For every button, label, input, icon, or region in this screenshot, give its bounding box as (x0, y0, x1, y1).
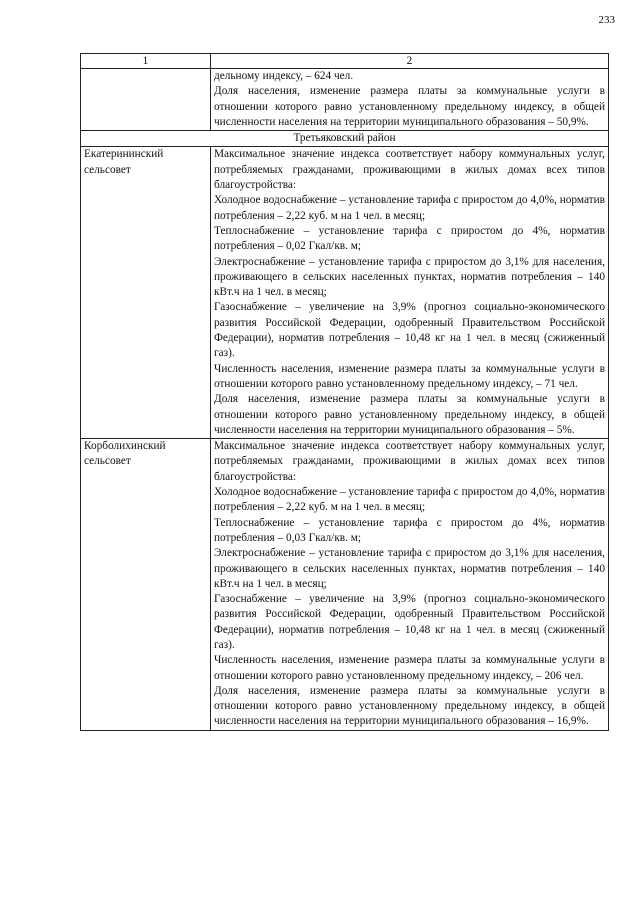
paragraph: Теплоснабжение – установление тарифа с приростом до 4%, норматив потребления – 0,02 Гкал/кв. м; (214, 224, 605, 253)
municipality-name-line: Екатерининский (84, 148, 164, 161)
municipality-name (81, 439, 211, 731)
district-row (81, 131, 609, 147)
municipality-name-line: сельсовет (84, 455, 131, 468)
paragraph: Газоснабжение – увеличение на 3,9% (прогноз социально-экономического развития Российской Федерации, одобренный Правительством Российской Федерации), норматив потребления – 10,48 кг на 1 чел. в месяц (сжиженный газ). (214, 301, 605, 360)
paragraph: дельному индексу, – 624 чел. (214, 70, 354, 82)
paragraph: Доля населения, изменение размера платы за коммунальные услуги в отношении которого равно установленному предельному индексу, в общей численности населения на территории муниципального образования – 50,9%. (214, 85, 605, 128)
paragraph: Максимальное значение индекса соответствует набору коммунальных услуг, потребляемых гражданами, проживающими в жилых домах всех типов благоустройства: (214, 148, 605, 192)
municipality-name (81, 147, 211, 439)
paragraph: Холодное водоснабжение – установление тарифа с приростом до 4,0%, норматив потребления – 2,22 куб. м на 1 чел. в месяц; (214, 194, 605, 222)
paragraph: Холодное водоснабжение – установление тарифа с приростом до 4,0%, норматив потребления – 2,22 куб. м на 1 чел. в месяц; (214, 486, 605, 514)
page-number: 233 (598, 14, 615, 26)
paragraph: Доля населения, изменение размера платы за коммунальные услуги в отношении которого равно установленному предельному индексу, в общей численности населения на территории муниципального образования – 5%. (214, 393, 605, 436)
paragraph: Электроснабжение – установление тарифа с приростом до 3,1% для населения, проживающего в сельских населенных пунктах, норматив потребления – 140 кВт.ч на 1 чел. в месяц; (214, 255, 605, 299)
continuation-content-cell (211, 69, 609, 131)
paragraph: Газоснабжение – увеличение на 3,9% (прогноз социально-экономического развития Российской Федерации, одобренный Правительством Российской Федерации), норматив потребления – 10,48 кг на 1 чел. в месяц (сжиженный газ). (214, 593, 605, 651)
paragraph: Максимальное значение индекса соответствует набору коммунальных услуг, потребляемых гражданами, проживающими в жилых домах всех типов благоустройства: (214, 440, 605, 483)
paragraph: Теплоснабжение – установление тарифа с приростом до 4%, норматив потребления – 0,03 Гкал/кв. м; (214, 516, 605, 544)
table-header-row (81, 54, 609, 69)
paragraph: Электроснабжение – установление тарифа с приростом до 3,1% для населения, проживающего в сельских населенных пунктах, норматив потребления – 140 кВт.ч на 1 чел. в месяц; (214, 547, 605, 590)
continuation-name-cell (81, 69, 211, 131)
district-title: Третьяковский район (81, 131, 609, 147)
municipality-content (211, 147, 609, 439)
column-header-2: 2 (211, 54, 609, 69)
paragraph: Численность населения, изменение размера платы за коммунальные услуги в отношении которого равно установленному предельному индексу, – 206 чел. (214, 654, 605, 682)
municipality-name-line: Корболихинский (84, 440, 166, 453)
document-table (80, 53, 609, 731)
table-row (81, 439, 609, 731)
municipality-name-line: сельсовет (84, 163, 131, 176)
municipality-content (211, 439, 609, 731)
table-row (81, 147, 609, 439)
paragraph: Доля населения, изменение размера платы за коммунальные услуги в отношении которого равно установленному предельному индексу, в общей численности населения на территории муниципального образования – 16,9%. (214, 684, 605, 728)
paragraph: Численность населения, изменение размера платы за коммунальные услуги в отношении которого равно установленному предельному индексу, – 71 чел. (214, 362, 605, 390)
continuation-row (81, 69, 609, 131)
column-header-1: 1 (81, 54, 211, 69)
